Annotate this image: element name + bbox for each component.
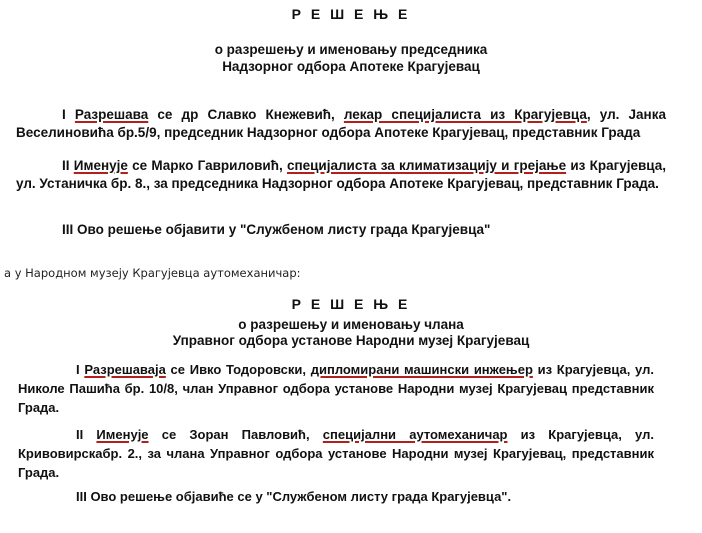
profession-underlined: специјалиста за климатизацију и грејање xyxy=(286,158,567,173)
text: , xyxy=(302,362,311,377)
text: из Крагујевца, ул. Кривовирскабр. 2., за члана Управног одбора установе Народни музеј Крагујевац, представник Града. xyxy=(18,427,654,480)
verb-underlined: Разрешаваја xyxy=(84,362,166,377)
text: , xyxy=(306,427,323,442)
person-name: Ивко Тодоровски xyxy=(189,362,303,377)
paragraph-number: II xyxy=(76,427,84,442)
decision-2-paragraph-3: III Ово решење објавиће се у "Службеном листу града Крагујевца". xyxy=(76,489,512,504)
text: се xyxy=(127,158,152,173)
decision-2-paragraph-1 xyxy=(18,360,654,417)
profession-underlined: лекар специјалиста из Крагујевца xyxy=(343,107,587,122)
paragraph-number: I xyxy=(62,107,66,122)
text: се xyxy=(148,427,190,442)
decision-1-paragraph-2 xyxy=(16,157,666,192)
person-name: Марко Гавриловић xyxy=(151,158,279,173)
verb-underlined: Разрешава xyxy=(74,107,149,122)
text: из Крагујевца, ул. Николе Пашића бр. 10/8, члан Управног одбора установе Народни музеј Крагујевац представник Града. xyxy=(18,362,654,415)
text: , xyxy=(278,158,287,173)
decision-2-subtitle-2: Управног одбора установе Народни музеј Крагујевац xyxy=(172,333,530,348)
decision-1-subtitle-1: о разрешењу и именовању председника xyxy=(214,42,488,57)
text: се xyxy=(165,362,190,377)
text: се xyxy=(148,107,182,122)
decision-2-heading: Р Е Ш Е Њ Е xyxy=(291,296,411,312)
decision-2-subtitle-1: о разрешењу и именовању члана xyxy=(238,317,464,332)
person-name: др Славко Кнежевић xyxy=(181,107,332,122)
paragraph-number: II xyxy=(62,158,70,173)
verb-underlined: Именује xyxy=(73,158,128,173)
profession-underlined: дипломирани машински инжењер xyxy=(310,362,533,377)
verb-underlined: Именује xyxy=(96,427,149,442)
caption-text: а у Народном музеју Крагујевца аутомеханичар: xyxy=(4,266,301,280)
decision-1-heading: Р Е Ш Е Њ Е xyxy=(291,6,411,22)
paragraph-number: I xyxy=(76,362,80,377)
decision-1-paragraph-1 xyxy=(16,106,666,141)
profession-underlined: специјални аутомеханичар xyxy=(322,427,508,442)
decision-1-subtitle-2: Надзорног одбора Апотеке Крагујевац xyxy=(222,59,480,74)
text: , xyxy=(331,107,344,122)
person-name: Зоран Павловић xyxy=(189,427,306,442)
text: из Крагујевца, ул. Устаничка бр. 8., за председника Надзорног одбора Апотеке Крагујевац, представник Града. xyxy=(16,158,666,191)
decision-2-paragraph-2 xyxy=(18,425,654,482)
decision-1-paragraph-3: III Ово решење објавити у "Службеном листу града Крагујевца" xyxy=(62,222,491,237)
text: , ул. Јанка Веселиновића бр.5/9, председник Надзорног одбора Апотеке Крагујевац, представник Града xyxy=(16,107,666,140)
